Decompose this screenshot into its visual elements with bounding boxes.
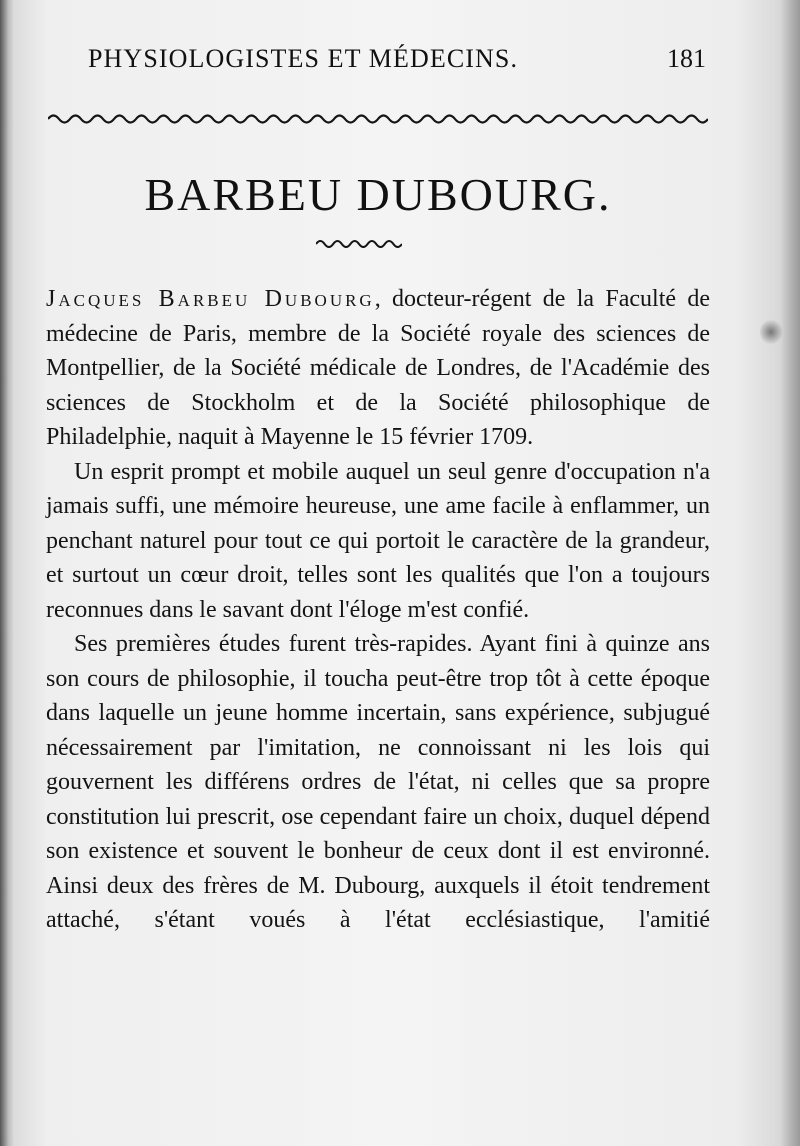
ornament-wave: [316, 238, 402, 250]
paragraph: [46, 282, 710, 455]
body-text: [46, 282, 710, 938]
running-header: [88, 44, 706, 78]
binding-shadow: [0, 0, 14, 1146]
chapter-title: BARBEU DUBOURG.: [144, 169, 612, 220]
paragraph-text: , docteur-régent de la Faculté de médecine de Paris, membre de la Société royale des sciences de Montpellier, de la Société médicale de Londres, de l'Académie des sciences de Stockholm et de la Société philosophique de Philadelphie, naquit à Mayenne le 15 février 1709.: [46, 286, 710, 450]
ink-blot: [760, 318, 782, 346]
paragraph: Un esprit prompt et mobile auquel un seul genre d'occupation n'a jamais suffi, une mémoire heureuse, une ame facile à enflammer, un penchant naturel pour tout ce qui portoit le caractère de la grandeur, et surtout un cœur droit, telles sont les qualités que l'on a toujours reconnues dans le savant dont l'éloge m'est confié.: [46, 458, 710, 623]
running-title: PHYSIOLOGISTES ET MÉDECINS.: [88, 44, 519, 73]
wavy-rule-divider: [48, 112, 708, 126]
author-name-smallcaps: Jacques Barbeu Dubourg: [46, 286, 375, 312]
edge-shadow: [780, 0, 800, 1146]
paragraph: Ses premières études furent très-rapides. Ayant fini à quinze ans son cours de philosophie, il toucha peut-être trop tôt à cette époque dans laquelle un jeune homme incertain, sans expérience, subjugué nécessairement par l'imitation, ne connoissant ni les lois qui gouvernent les différens ordres de l'état, ni celles que sa propre constitution lui prescrit, ose cependant faire un choix, duquel dépend son existence et souvent le bonheur de ceux dont il est environné. Ainsi deux des frères de M. Dubourg, auxquels il étoit tendrement attaché, s'étant voués à l'état ecclésiastique, l'amitié: [46, 631, 710, 933]
page-number: 181: [667, 44, 706, 73]
